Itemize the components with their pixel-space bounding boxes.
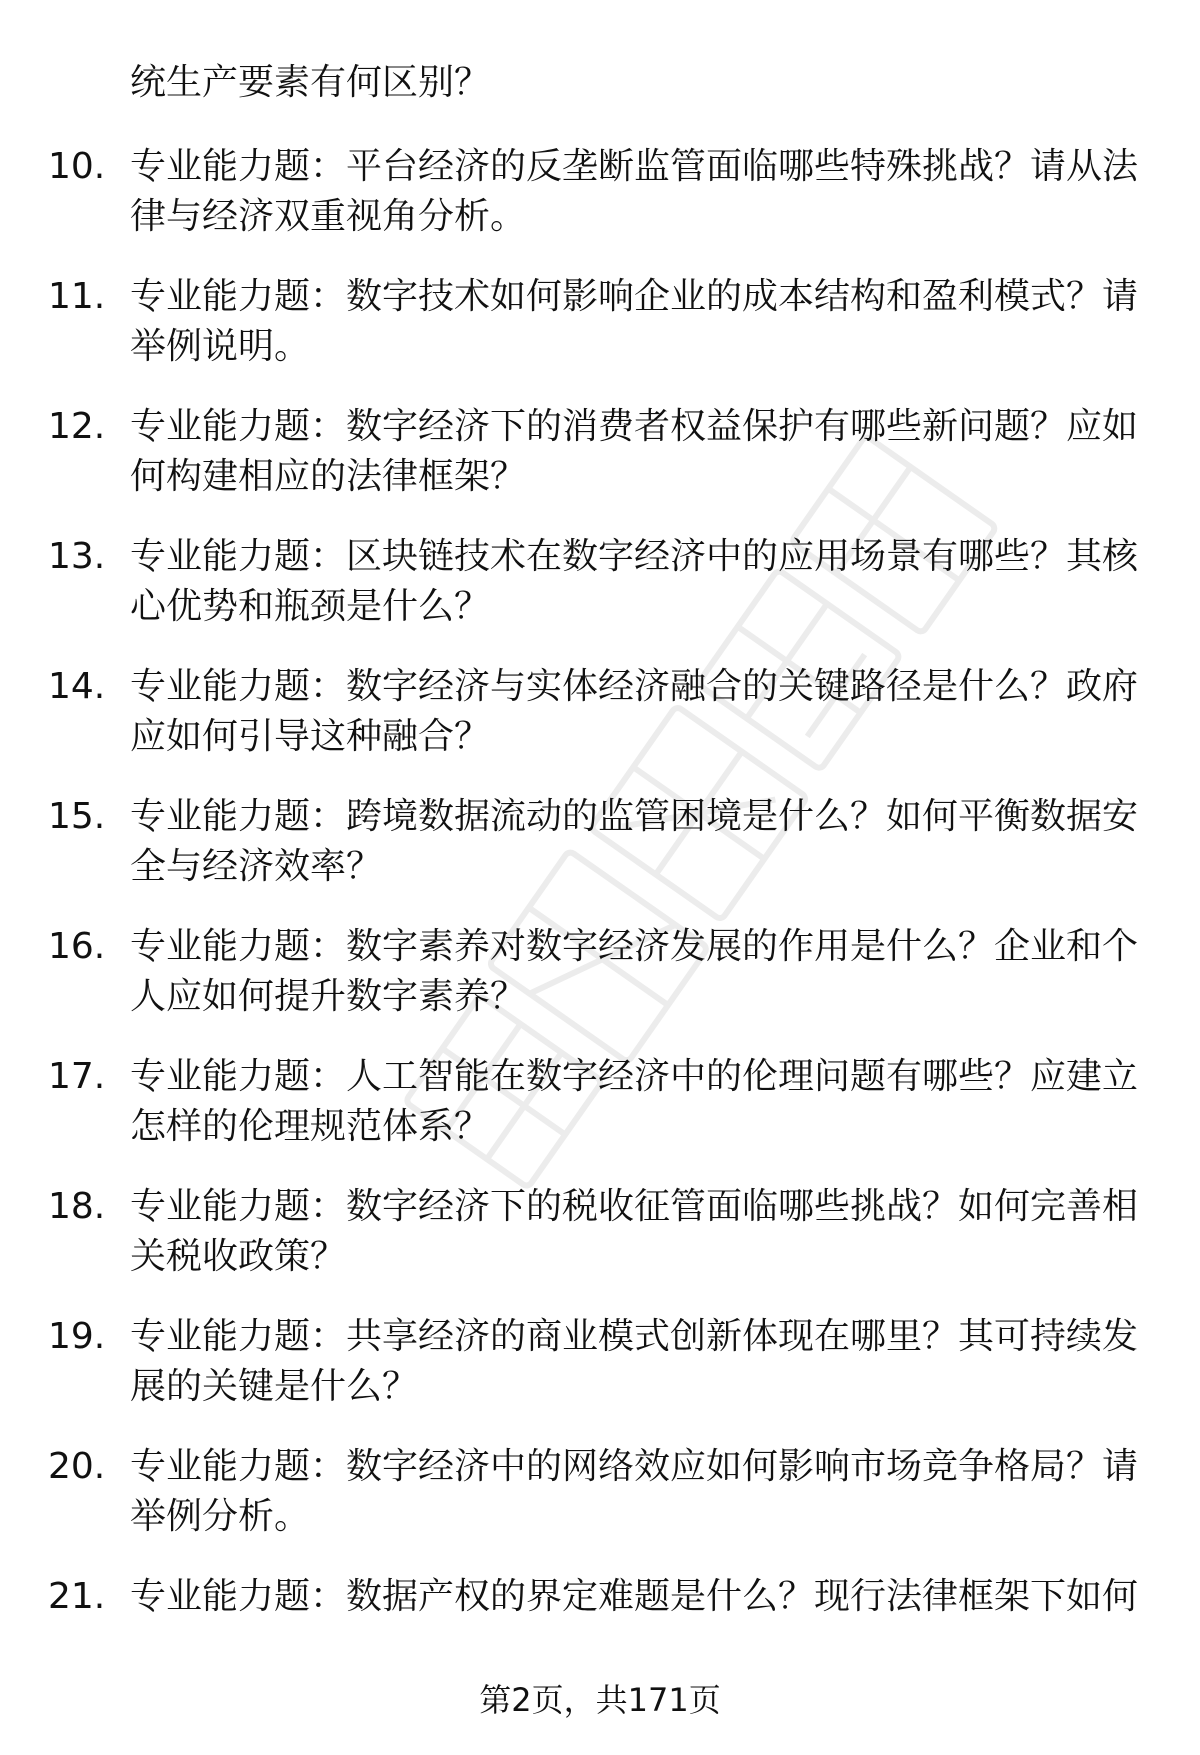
question-text-line: 专业能力题：数字经济中的网络效应如何影响市场竞争格局？请 bbox=[130, 1446, 1139, 1487]
question-number: 15. bbox=[48, 796, 106, 837]
question-text bbox=[130, 1442, 1140, 1542]
question-text-line: 专业能力题：数字经济下的税收征管面临哪些挑战？如何完善相 bbox=[130, 1186, 1139, 1227]
list-item bbox=[0, 792, 1200, 922]
question-text bbox=[130, 662, 1140, 762]
question-number: 16. bbox=[48, 926, 106, 967]
list-item bbox=[0, 402, 1200, 532]
question-text-line: 律与经济双重视角分析。 bbox=[130, 196, 527, 237]
question-number: 18. bbox=[48, 1186, 106, 1227]
question-text-line: 举例说明。 bbox=[130, 326, 311, 367]
list-item bbox=[0, 142, 1200, 272]
question-text-line: 专业能力题：共享经济的商业模式创新体现在哪里？其可持续发 bbox=[130, 1316, 1139, 1357]
page-number-footer: 第2页，共171页 bbox=[479, 1681, 721, 1719]
continued-question-text: 统生产要素有何区别？ bbox=[130, 62, 491, 103]
question-text-line: 人应如何提升数字素养？ bbox=[130, 976, 527, 1017]
list-item bbox=[0, 272, 1200, 402]
question-number: 20. bbox=[48, 1446, 106, 1487]
list-item bbox=[0, 1442, 1200, 1572]
list-item bbox=[0, 922, 1200, 1052]
question-list bbox=[0, 142, 1200, 1702]
question-text-line: 专业能力题：数字经济与实体经济融合的关键路径是什么？政府 bbox=[130, 666, 1139, 707]
question-text-line: 展的关键是什么？ bbox=[130, 1366, 419, 1407]
question-text-line: 怎样的伦理规范体系？ bbox=[130, 1106, 491, 1147]
question-text-line: 专业能力题：平台经济的反垄断监管面临哪些特殊挑战？请从法 bbox=[130, 146, 1139, 187]
question-number: 13. bbox=[48, 536, 106, 577]
question-number: 14. bbox=[48, 666, 106, 707]
question-text bbox=[130, 1052, 1140, 1152]
question-number: 12. bbox=[48, 406, 106, 447]
question-number: 10. bbox=[48, 146, 106, 187]
question-text-line: 心优势和瓶颈是什么？ bbox=[130, 586, 491, 627]
question-text-line: 关税收政策？ bbox=[130, 1236, 347, 1277]
question-number: 21. bbox=[48, 1576, 106, 1617]
question-text-line: 专业能力题：数字技术如何影响企业的成本结构和盈利模式？请 bbox=[130, 276, 1139, 317]
question-number: 19. bbox=[48, 1316, 106, 1357]
question-text-line: 专业能力题：数据产权的界定难题是什么？现行法律框架下如何 bbox=[130, 1576, 1139, 1617]
question-text bbox=[130, 792, 1140, 892]
list-item bbox=[0, 662, 1200, 792]
question-text-line: 专业能力题：数字素养对数字经济发展的作用是什么？企业和个 bbox=[130, 926, 1139, 967]
question-text bbox=[130, 402, 1140, 502]
question-text bbox=[130, 1182, 1140, 1282]
question-text-line: 专业能力题：跨境数据流动的监管困境是什么？如何平衡数据安 bbox=[130, 796, 1139, 837]
question-number: 17. bbox=[48, 1056, 106, 1097]
question-text bbox=[130, 272, 1140, 372]
question-text-line: 何构建相应的法律框架？ bbox=[130, 456, 527, 497]
question-text-line: 全与经济效率？ bbox=[130, 846, 383, 887]
list-item bbox=[0, 532, 1200, 662]
list-item bbox=[0, 1052, 1200, 1182]
question-text-line: 专业能力题：区块链技术在数字经济中的应用场景有哪些？其核 bbox=[130, 536, 1139, 577]
question-text bbox=[130, 532, 1140, 632]
question-text bbox=[130, 1312, 1140, 1412]
question-text bbox=[130, 1572, 1140, 1622]
question-text bbox=[130, 142, 1140, 242]
question-text bbox=[130, 922, 1140, 1022]
list-item bbox=[0, 1312, 1200, 1442]
question-text-line: 专业能力题：人工智能在数字经济中的伦理问题有哪些？应建立 bbox=[130, 1056, 1139, 1097]
list-item bbox=[0, 1182, 1200, 1312]
question-text-line: 应如何引导这种融合？ bbox=[130, 716, 491, 757]
question-number: 11. bbox=[48, 276, 106, 317]
question-text-line: 举例分析。 bbox=[130, 1496, 311, 1537]
question-text-line: 专业能力题：数字经济下的消费者权益保护有哪些新问题？应如 bbox=[130, 406, 1139, 447]
